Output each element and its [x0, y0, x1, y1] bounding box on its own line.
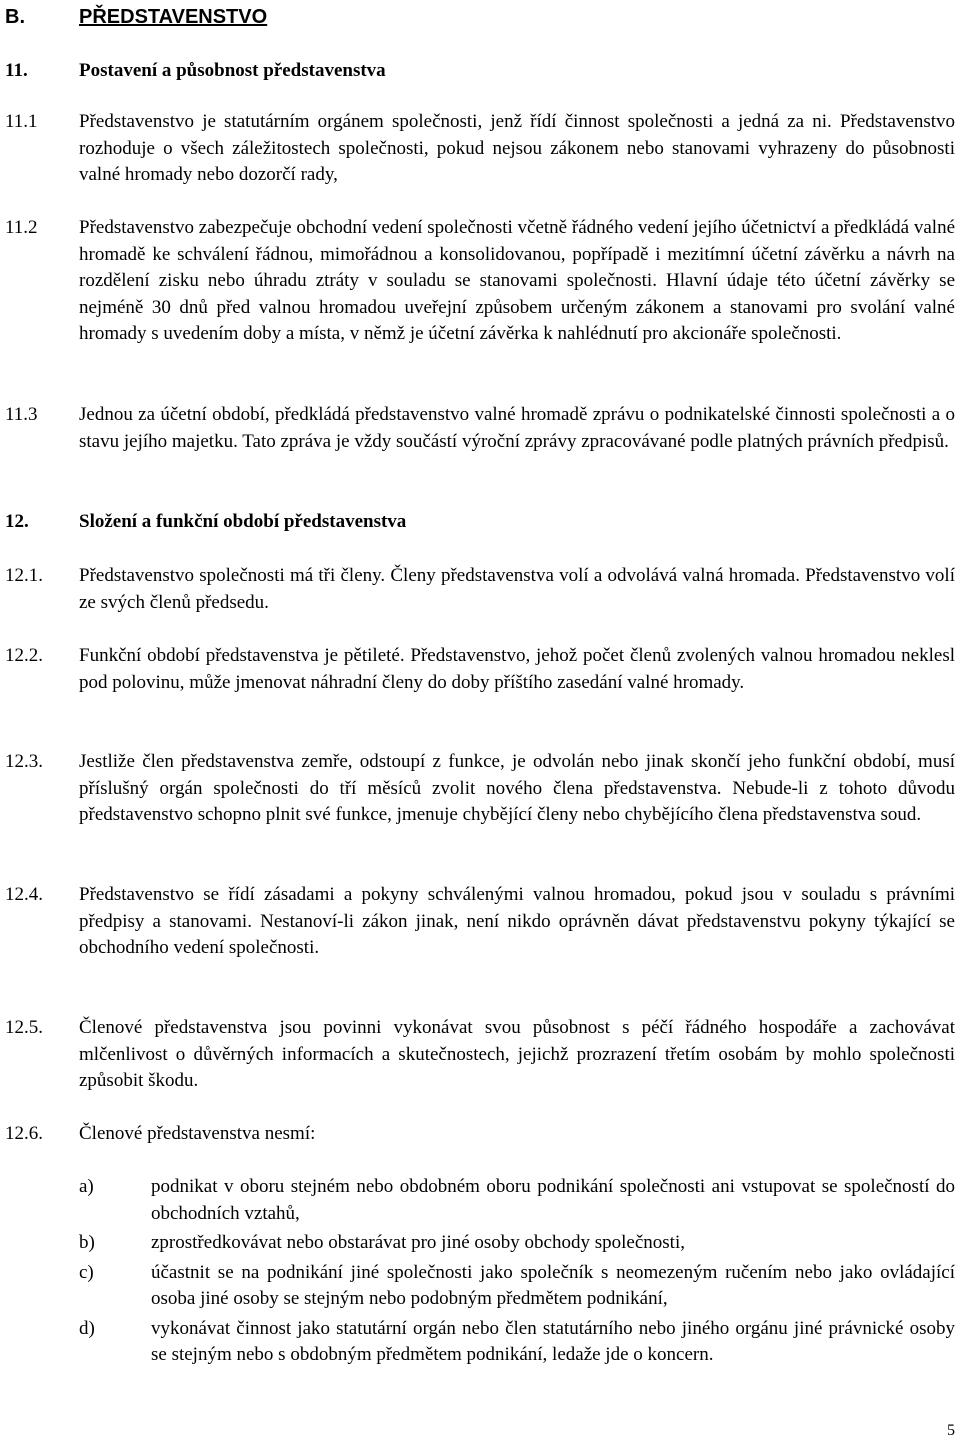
- clause-11-3: [5, 402, 955, 455]
- clause-text: Jednou za účetní období, předkládá představenstvo valné hromadě zprávu o podnikatelské činnosti společnosti a o stavu jejího majetku. Tato zpráva je vždy součástí výroční zprávy zpracovávané podle platných právních předpisů.: [79, 404, 955, 452]
- clause-12-4: [5, 882, 955, 962]
- clause-12-2: [5, 643, 955, 696]
- article-12-heading: [5, 509, 955, 536]
- list-item-text: účastnit se na podnikání jiné společnosti jako společník s neomezeným ručením nebo jako ovládající osoba jiné osoby se stejným nebo podobným předmětem podnikání,: [151, 1261, 955, 1309]
- list-item-letter: a): [79, 1176, 94, 1197]
- clause-12-1: [5, 563, 955, 616]
- list-item-letter: b): [79, 1232, 95, 1253]
- clause-number: 12.5.: [5, 1017, 43, 1038]
- list-item-letter: c): [79, 1261, 94, 1283]
- list-item: [79, 1174, 955, 1227]
- page-number: 5: [947, 1422, 955, 1439]
- clause-number: 12.6.: [5, 1123, 43, 1144]
- list-item-letter: d): [79, 1317, 95, 1339]
- section-title: [5, 4, 267, 30]
- list-item-text: vykonávat činnost jako statutární orgán nebo člen statutárního nebo jiného orgánu jiné právnické osoby se stejným nebo s obdobným předmětem podnikání, ledaže jde o koncern.: [151, 1317, 955, 1365]
- clause-number: 12.1.: [5, 565, 43, 586]
- article-number: 12.: [5, 511, 29, 532]
- clause-text: Představenstvo se řídí zásadami a pokyny schválenými valnou hromadou, pokud jsou v souladu s právními předpisy a stanovami. Nestanoví-li zákon jinak, není nikdo oprávněn dávat představenstvu pokyny týkající se obchodního vedení společnosti.: [79, 884, 955, 958]
- clause-11-2: [5, 215, 955, 348]
- clause-text: Funkční období představenstva je pětileté. Představenstvo, jehož počet členů zvolených valnou hromadou neklesl pod polovinu, může jmenovat náhradní členy do doby příštího zasedání valné hromady.: [79, 645, 955, 693]
- clause-number: 12.2.: [5, 645, 43, 666]
- list-item-text: podnikat v oboru stejném nebo obdobném oboru podnikání společnosti ani vstupovat se společností do obchodních vztahů,: [151, 1176, 955, 1224]
- clause-12-3: [5, 749, 955, 829]
- list-item-text: zprostředkovávat nebo obstarávat pro jiné osoby obchody společnosti,: [151, 1232, 685, 1253]
- list-item: [79, 1260, 955, 1313]
- clause-number: 11.3: [5, 404, 38, 425]
- clause-number: 11.1: [5, 111, 38, 132]
- clause-number: 12.4.: [5, 884, 43, 905]
- clause-number: 12.3.: [5, 751, 43, 772]
- clause-text: Představenstvo společnosti má tři členy. Členy představenstva volí a odvolává valná hromada. Představenstvo volí ze svých členů předsedu.: [79, 565, 955, 613]
- clause-number: 11.2: [5, 217, 38, 238]
- clause-text: Členové představenstva nesmí:: [79, 1123, 316, 1144]
- clause-11-1: [5, 109, 955, 189]
- article-title: Postavení a působnost představenstva: [79, 60, 386, 81]
- article-title: Složení a funkční období představenstva: [79, 511, 407, 532]
- article-number: 11.: [5, 60, 28, 81]
- clause-12-5: [5, 1015, 955, 1095]
- list-item: [79, 1316, 955, 1369]
- clause-text: Představenstvo je statutárním orgánem společnosti, jenž řídí činnost společnosti a jedná za ni. Představenstvo rozhoduje o všech záležitostech společnosti, pokud nejsou zákonem nebo stanovami vyhrazeny do působnosti valné hromady nebo dozorčí rady,: [79, 111, 955, 185]
- clause-text: Jestliže člen představenstva zemře, odstoupí z funkce, je odvolán nebo jinak skončí jeho funkční období, musí příslušný orgán společnosti do tří měsíců zvolit nového člena představenstva. Nebude-li z tohoto důvodu představenstvo schopno plnit své funkce, jmenuje chybějící členy nebo chybějícího člena představenstva soud.: [79, 751, 955, 825]
- clause-text: Představenstvo zabezpečuje obchodní vedení společnosti včetně řádného vedení jejího účetnictví a předkládá valné hromadě ke schválení řádnou, mimořádnou a konsolidovanou, popřípadě i mezitímní účetní závěrku a návrh na rozdělení zisku nebo úhradu ztráty v souladu se stanovami společnosti. Hlavní údaje této účetní závěrky se nejméně 30 dnů před valnou hromadou uveřejní způsobem určeným zákonem a stanovami pro svolání valné hromady s uvedením doby a místa, v němž je účetní závěrka k nahlédnutí pro akcionáře společnosti.: [79, 217, 955, 344]
- article-11-heading: [5, 58, 955, 85]
- prohibitions-list: [79, 1134, 955, 1372]
- clause-text: Členové představenstva jsou povinni vykonávat svou působnost s péčí řádného hospodáře a zachovávat mlčenlivost o důvěrných informacích a skutečnostech, jejichž prozrazení třetím osobám by mohlo společnosti způsobit škodu.: [79, 1017, 955, 1091]
- list-item: [79, 1230, 955, 1257]
- section-title-text: PŘEDSTAVENSTVO: [79, 6, 268, 28]
- section-number: B.: [5, 6, 25, 28]
